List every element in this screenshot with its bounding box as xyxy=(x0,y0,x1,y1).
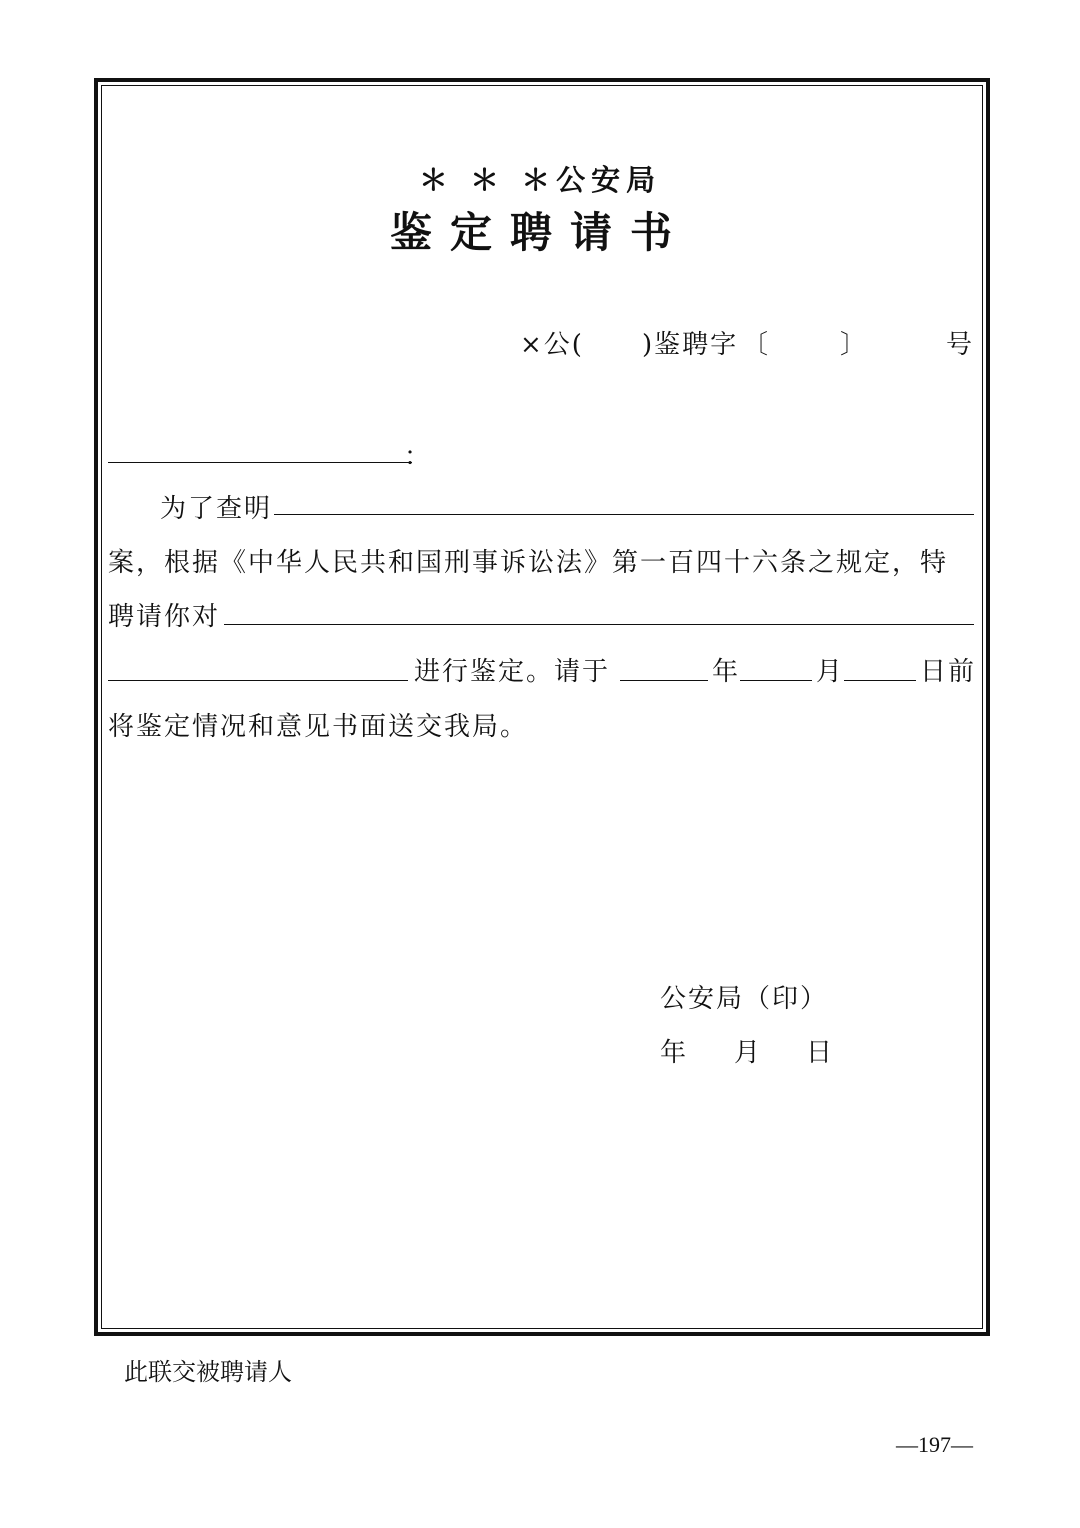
signature-year: 年 xyxy=(660,1038,689,1068)
appraisal-object-blank[interactable] xyxy=(224,624,974,625)
doc-number-suffix: 号 xyxy=(946,330,975,360)
agency-name: ＊ ＊ ＊公安局 xyxy=(418,163,662,197)
deadline-day-label: 日前 xyxy=(920,657,977,687)
deadline-day-blank[interactable] xyxy=(844,680,916,681)
deadline-year-label: 年 xyxy=(712,657,741,687)
deadline-month-blank[interactable] xyxy=(740,680,812,681)
doc-number-bracket-close: 〕 xyxy=(840,330,869,360)
page-number: —197— xyxy=(896,1432,973,1457)
case-name-blank[interactable] xyxy=(274,514,974,515)
doc-number-bracket-open: 〔 xyxy=(742,330,771,360)
submission-instruction: 将鉴定情况和意见书面送交我局。 xyxy=(108,712,529,742)
addressee-colon: ： xyxy=(404,442,433,472)
appraisal-object-blank-2[interactable] xyxy=(108,680,408,681)
issuer-seal: 公安局（印） xyxy=(660,984,829,1014)
signature-month: 月 xyxy=(734,1038,763,1068)
purpose-label: 为了查明 xyxy=(160,494,273,524)
deadline-label: 进行鉴定。请于 xyxy=(414,657,611,687)
document-title: 鉴定聘请书 xyxy=(389,208,690,257)
copy-note: 此联交被聘请人 xyxy=(124,1358,292,1386)
deadline-month-label: 月 xyxy=(816,657,845,687)
signature-day: 日 xyxy=(806,1038,835,1068)
legal-basis-text: 案，根据《中华人民共和国刑事诉讼法》第一百四十六条之规定，特 xyxy=(108,548,949,578)
appraisal-object-label: 聘请你对 xyxy=(108,602,221,632)
addressee-blank[interactable] xyxy=(108,462,412,463)
deadline-year-blank[interactable] xyxy=(620,680,708,681)
doc-number-prefix: ×公( xyxy=(520,330,584,360)
doc-number-middle: )鉴聘字 xyxy=(642,330,739,360)
